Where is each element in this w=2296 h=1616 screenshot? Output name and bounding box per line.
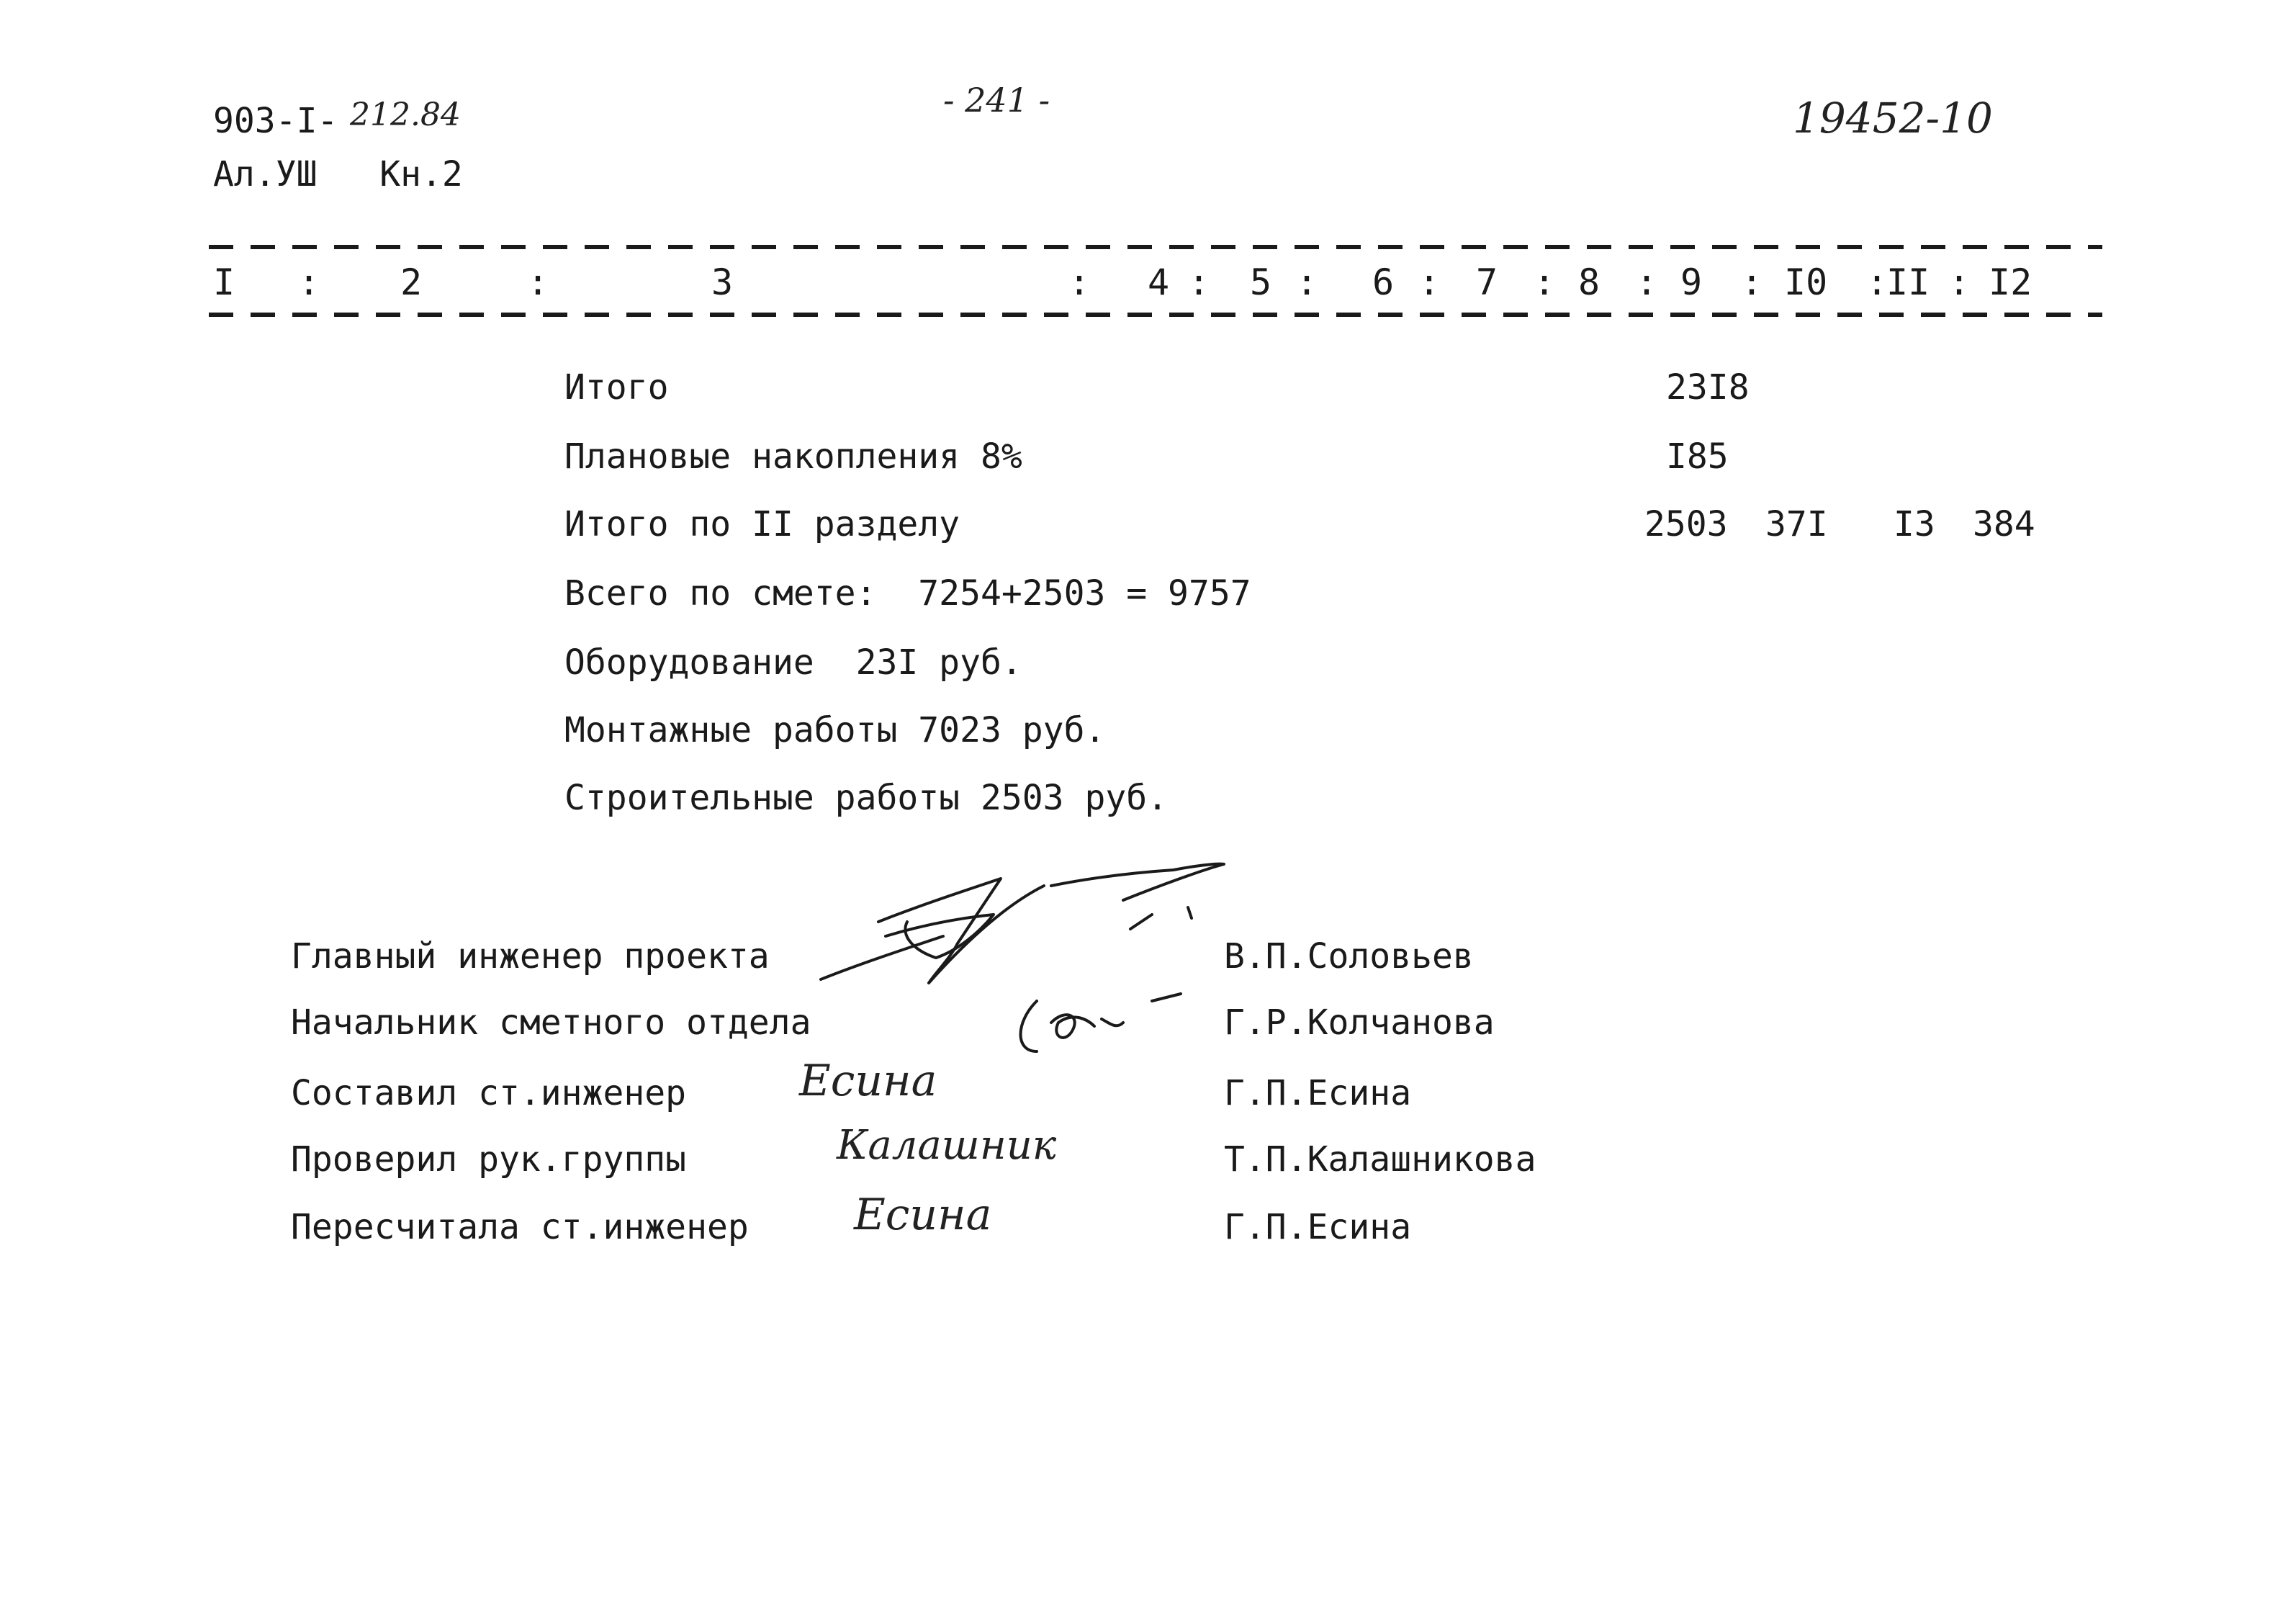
signature-stroke [1152,994,1181,1001]
row-value: I85 [1666,436,1729,477]
signature-stroke [821,936,943,979]
row-value: I3 [1894,504,1935,544]
signature-role: Составил ст.инженер [291,1073,687,1113]
row-label: Итого по II разделу [564,504,960,544]
column-number: 7 [1476,261,1498,303]
inventory-number: 19452-10 [1793,94,1993,143]
head-of-estimates-signature [1008,979,1195,1066]
column-separator: : [1636,261,1658,303]
signature-name: Т.П.Калашникова [1224,1139,1536,1180]
row-value: 2503 [1644,504,1728,544]
column-number: II [1886,261,1930,303]
row-value: 384 [1973,504,2035,544]
signature-role: Проверил рук.группы [291,1139,687,1180]
column-separator: : [527,261,549,303]
signature-name: Г.П.Есина [1224,1207,1412,1247]
column-separator: : [1418,261,1441,303]
column-number: I [213,261,235,303]
column-number: 4 [1148,261,1170,303]
page-number: - 241 - [943,81,1050,120]
handwritten-signature: Есина [854,1190,992,1240]
signature-stroke [1130,907,1192,929]
column-number: 6 [1372,261,1395,303]
album-book-label: Ал.УШ Кн.2 [213,154,463,194]
document-code-handwritten: 212.84 [350,96,461,133]
column-separator: : [298,261,320,303]
row-label: Итого [564,367,669,408]
column-separator: : [1188,261,1210,303]
row-value: 23I8 [1666,367,1750,408]
bottom-dashed-rule [209,313,2102,317]
column-separator: : [1948,261,1971,303]
column-separator: : [1741,261,1763,303]
column-number: 3 [711,261,734,303]
signature-role: Начальник сметного отдела [291,1002,811,1043]
signature-role: Пересчитала ст.инженер [291,1207,749,1247]
signature-name: Г.П.Есина [1224,1073,1412,1113]
row-label: Плановые накопления 8% [564,436,1022,477]
column-number: 8 [1578,261,1601,303]
column-separator: : [1296,261,1318,303]
signature-name: В.П.Соловьев [1224,936,1474,977]
installation-line: Монтажные работы 7023 руб. [564,710,1106,750]
column-number: 5 [1250,261,1272,303]
signature-stroke [1021,1001,1124,1051]
signature-role: Главный инженер проекта [291,936,770,977]
signature-stroke [1051,864,1224,900]
column-separator: : [1866,261,1888,303]
handwritten-signature: Есина [799,1056,937,1106]
column-separator: : [1068,261,1091,303]
document-code-printed: 903-I- [213,101,338,141]
column-number: 9 [1680,261,1703,303]
column-separator: : [1534,261,1556,303]
row-value: 37I [1765,504,1828,544]
column-number: I2 [1989,261,2032,303]
equipment-line: Оборудование 23I руб. [564,642,1022,683]
construction-line: Строительные работы 2503 руб. [564,778,1169,818]
top-dashed-rule [209,245,2102,249]
column-number: I0 [1784,261,1828,303]
column-number: 2 [400,261,423,303]
signature-name: Г.Р.Колчанова [1224,1002,1495,1043]
handwritten-signature: Калашник [837,1122,1057,1169]
grand-total-line: Всего по смете: 7254+2503 = 9757 [564,573,1251,614]
